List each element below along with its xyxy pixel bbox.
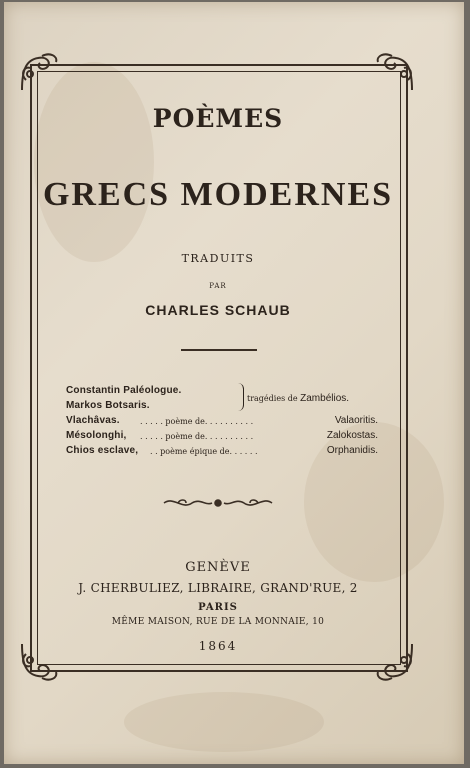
divider-rule bbox=[181, 349, 257, 351]
work-author: Zalokostas. bbox=[326, 430, 378, 441]
by-label: PAR bbox=[209, 282, 227, 290]
list-item bbox=[66, 428, 378, 443]
corner-ornament-icon bbox=[372, 50, 418, 96]
imprint-address: MÊME MAISON, RUE DE LA MONNAIE, 10 bbox=[111, 617, 325, 627]
work-description: . . . . . poème de. . . . . . . . . . bbox=[140, 417, 254, 426]
imprint-city-2: PARIS bbox=[198, 602, 238, 613]
paper-stain bbox=[124, 692, 324, 752]
fleuron-ornament-icon bbox=[160, 494, 276, 512]
translated-label: TRADUITS bbox=[181, 252, 255, 265]
border-frame-inner bbox=[37, 71, 401, 665]
work-author: Valaoritis. bbox=[334, 415, 378, 426]
grouped-attribution bbox=[247, 391, 349, 406]
translator-name: CHARLES SCHAUB bbox=[145, 302, 291, 318]
work-author: Orphanidis. bbox=[326, 445, 378, 456]
group-label: tragédies de bbox=[247, 394, 298, 403]
list-item bbox=[66, 443, 378, 458]
imprint-publisher: J. CHERBULIEZ, LIBRAIRE, GRAND'RUE, 2 bbox=[78, 581, 358, 595]
contents-list bbox=[66, 383, 378, 458]
work-title: Mésolonghi, bbox=[66, 430, 127, 441]
title-line-2: GRECS MODERNES bbox=[42, 176, 394, 213]
work-title: Chios esclave, bbox=[66, 445, 139, 456]
imprint-year: 1864 bbox=[198, 639, 238, 653]
title-line-1: POÈMES bbox=[152, 104, 284, 133]
list-item bbox=[66, 413, 378, 428]
imprint-city: GENÈVE bbox=[185, 560, 251, 575]
work-description: . . poème épique de. . . . . . bbox=[150, 447, 258, 456]
work-title: Constantin Paléologue. bbox=[66, 385, 182, 396]
work-description: . . . . . poème de. . . . . . . . . . bbox=[140, 432, 254, 441]
work-title: Markos Botsaris. bbox=[66, 400, 150, 411]
brace-icon bbox=[237, 383, 244, 411]
work-title: Vlachâvas. bbox=[66, 415, 120, 426]
corner-ornament-icon bbox=[16, 50, 62, 96]
group-author: Zambélios. bbox=[300, 393, 350, 404]
